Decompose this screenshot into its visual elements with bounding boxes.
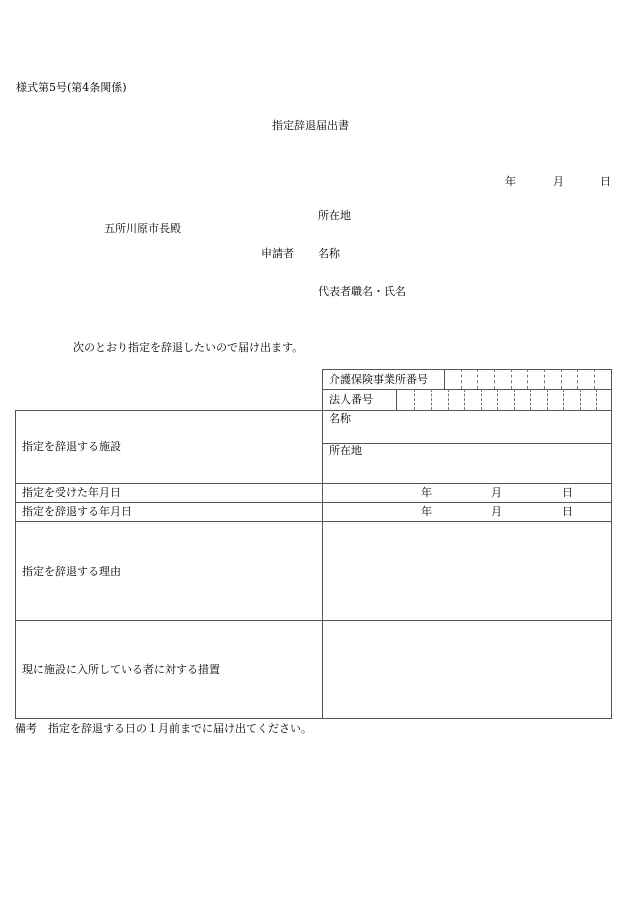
date-month-label: 月	[553, 175, 564, 188]
form-number: 様式第5号(第4条関係)	[16, 81, 127, 94]
applicant-role-label: 申請者	[261, 247, 294, 260]
designated-date-day: 日	[562, 486, 573, 499]
date-year-label: 年	[505, 175, 516, 188]
document-title: 指定辞退届出書	[272, 119, 349, 132]
withdraw-date-month: 月	[491, 505, 502, 518]
measures-field[interactable]	[326, 624, 608, 715]
withdraw-date-year: 年	[421, 505, 432, 518]
intro-text: 次のとおり指定を辞退したいので届け出ます。	[73, 341, 304, 354]
date-day-label: 日	[600, 175, 611, 188]
reason-field[interactable]	[326, 525, 608, 617]
facility-name-label: 名称	[329, 412, 351, 425]
designated-date-label: 指定を受けた年月日	[22, 486, 121, 499]
care-office-number-label: 介護保険事業所番号	[329, 373, 428, 386]
designated-date-year: 年	[421, 486, 432, 499]
facility-address-field[interactable]	[370, 446, 608, 480]
facility-label: 指定を辞退する施設	[22, 440, 121, 453]
facility-address-label: 所在地	[329, 444, 362, 457]
withdraw-date-label: 指定を辞退する年月日	[22, 505, 132, 518]
applicant-representative-label: 代表者職名・氏名	[318, 285, 406, 298]
measures-label: 現に施設に入所している者に対する措置	[22, 663, 220, 676]
applicant-name-label: 名称	[318, 247, 340, 260]
remarks-note: 備考 指定を辞退する日の１月前までに届け出てください。	[15, 722, 312, 735]
facility-name-field[interactable]	[360, 412, 608, 440]
designated-date-month: 月	[491, 486, 502, 499]
withdraw-date-day: 日	[562, 505, 573, 518]
reason-label: 指定を辞退する理由	[22, 565, 121, 578]
addressee: 五所川原市長殿	[104, 222, 181, 235]
corporate-number-label: 法人番号	[329, 393, 373, 406]
applicant-address-label: 所在地	[318, 209, 351, 222]
